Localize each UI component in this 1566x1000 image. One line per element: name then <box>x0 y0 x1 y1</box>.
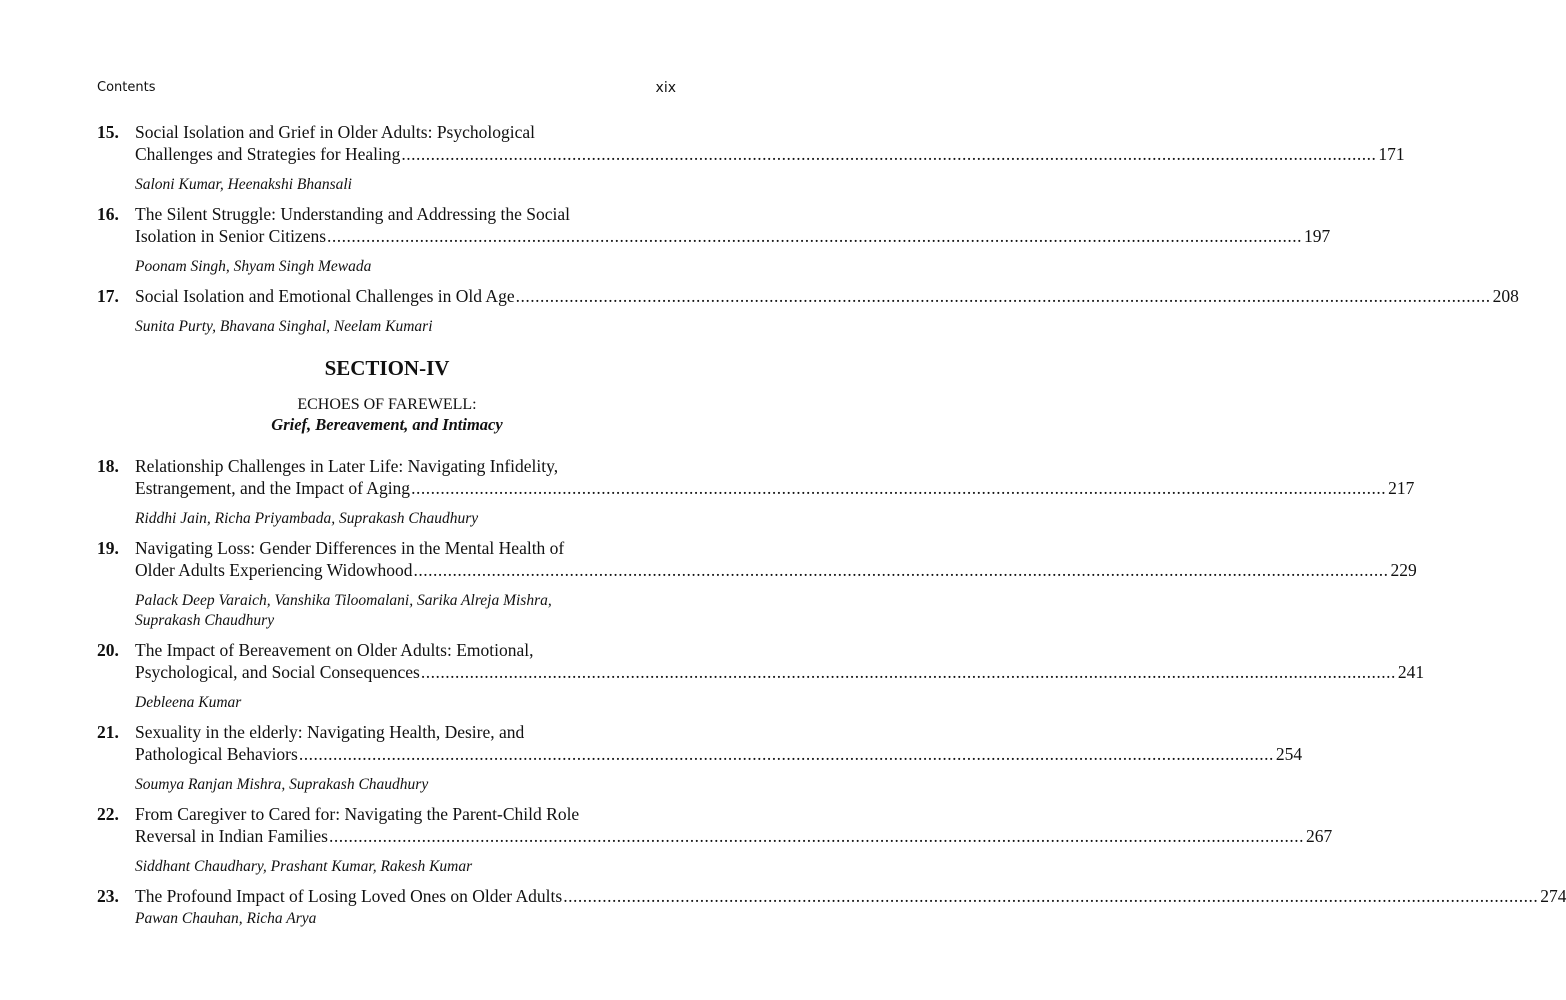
table-of-contents <box>97 121 1566 929</box>
chapter-title-line: Psychological, and Social Consequences <box>135 662 420 682</box>
toc-entry <box>97 885 1566 929</box>
chapter-number: 16. <box>97 204 119 224</box>
dot-leader: ........................................................................................................................................................................................................ <box>563 886 1539 906</box>
chapter-authors: Siddhant Chaudhary, Prashant Kumar, Rakesh Kumar <box>135 858 473 875</box>
chapter-title-line: Social Isolation and Emotional Challenges in Old Age <box>135 286 515 306</box>
chapter-page: 254 <box>1275 744 1303 764</box>
chapter-title-last-line <box>135 559 1417 581</box>
chapter-page: 267 <box>1305 826 1333 846</box>
toc-entry <box>97 803 1333 877</box>
chapter-page: 197 <box>1304 226 1331 246</box>
chapter-number: 17. <box>97 286 119 306</box>
chapter-title-line: The Silent Struggle: Understanding and Addressing the Social <box>135 204 571 224</box>
chapter-title-last-line <box>135 885 1566 907</box>
section-subtitle-italic: Grief, Bereavement, and Intimacy <box>271 415 503 434</box>
chapter-number: 15. <box>97 122 119 142</box>
chapter-number: 19. <box>97 538 119 558</box>
chapter-title-line: The Impact of Bereavement on Older Adults: Emotional, <box>135 640 534 660</box>
running-header <box>97 80 676 100</box>
dot-leader: ........................................................................................................................................................................................................ <box>411 478 1387 498</box>
dot-leader: ........................................................................................................................................................................................................ <box>401 144 1377 164</box>
toc-entry <box>97 121 1405 195</box>
chapter-number: 23. <box>97 886 119 906</box>
chapter-title-last-line <box>135 477 1415 499</box>
running-header-title: Contents <box>97 80 156 95</box>
chapter-number: 22. <box>97 804 119 824</box>
chapter-title-line: From Caregiver to Cared for: Navigating the Parent-Child Role <box>135 804 580 824</box>
section-heading <box>97 355 677 435</box>
dot-leader: ........................................................................................................................................................................................................ <box>328 826 1304 846</box>
chapter-title-line: Pathological Behaviors <box>135 744 298 764</box>
chapter-title-line: Social Isolation and Grief in Older Adults: Psychological <box>135 122 536 142</box>
toc-entry <box>97 721 1303 795</box>
chapter-page: 171 <box>1378 144 1405 164</box>
chapter-title-line: Isolation in Senior Citizens <box>135 226 327 246</box>
chapter-page: 229 <box>1390 560 1417 580</box>
chapter-authors: Palack Deep Varaich, Vanshika Tiloomalani, Sarika Alreja Mishra, <box>135 592 552 609</box>
chapter-title-last-line <box>135 661 1425 683</box>
chapter-title-line: Sexuality in the elderly: Navigating Health, Desire, and <box>135 722 525 742</box>
chapter-title-last-line <box>135 285 1519 307</box>
dot-leader: ........................................................................................................................................................................................................ <box>327 226 1303 246</box>
chapter-title-line: Relationship Challenges in Later Life: Navigating Infidelity, <box>135 456 559 476</box>
chapter-authors: Soumya Ranjan Mishra, Suprakash Chaudhury <box>135 776 429 793</box>
chapter-authors-continued: Suprakash Chaudhury <box>135 612 275 629</box>
chapter-title-line: The Profound Impact of Losing Loved Ones on Older Adults <box>135 886 563 906</box>
chapter-authors: Sunita Purty, Bhavana Singhal, Neelam Kumari <box>135 318 433 335</box>
chapter-page: 217 <box>1388 478 1415 498</box>
section-subtitle: ECHOES OF FAREWELL: <box>297 396 477 413</box>
dot-leader: ........................................................................................................................................................................................................ <box>420 662 1396 682</box>
chapter-title-last-line <box>135 225 1331 247</box>
chapter-title-line: Older Adults Experiencing Widowhood <box>135 560 413 580</box>
section-title: SECTION-IV <box>324 356 450 380</box>
chapter-title-line: Estrangement, and the Impact of Aging <box>135 478 411 498</box>
toc-entry <box>97 537 1417 631</box>
chapter-number: 20. <box>97 640 119 660</box>
toc-entry <box>97 639 1425 713</box>
chapter-title-line: Challenges and Strategies for Healing <box>135 144 401 164</box>
dot-leader: ........................................................................................................................................................................................................ <box>515 286 1491 306</box>
chapter-page: 241 <box>1397 662 1425 682</box>
chapter-title-line: Navigating Loss: Gender Differences in the Mental Health of <box>135 538 565 558</box>
chapter-title-line: Reversal in Indian Families <box>135 826 328 846</box>
chapter-number: 18. <box>97 456 119 476</box>
chapter-title-last-line <box>135 825 1333 847</box>
page-number: xix <box>655 80 676 96</box>
chapter-page: 274 <box>1540 886 1566 906</box>
toc-entry <box>97 203 1331 277</box>
chapter-page: 208 <box>1492 286 1519 306</box>
dot-leader: ........................................................................................................................................................................................................ <box>298 744 1274 764</box>
chapter-authors: Pawan Chauhan, Richa Arya <box>135 910 317 927</box>
chapter-authors: Saloni Kumar, Heenakshi Bhansali <box>135 176 352 193</box>
toc-entry <box>97 455 1415 529</box>
chapter-authors: Poonam Singh, Shyam Singh Mewada <box>135 258 372 275</box>
chapter-authors: Debleena Kumar <box>135 694 242 711</box>
chapter-title-last-line <box>135 743 1303 765</box>
dot-leader: ........................................................................................................................................................................................................ <box>413 560 1389 580</box>
chapter-number: 21. <box>97 722 119 742</box>
chapter-authors: Riddhi Jain, Richa Priyambada, Suprakash Chaudhury <box>135 510 479 527</box>
toc-entry <box>97 285 1519 337</box>
chapter-title-last-line <box>135 143 1405 165</box>
